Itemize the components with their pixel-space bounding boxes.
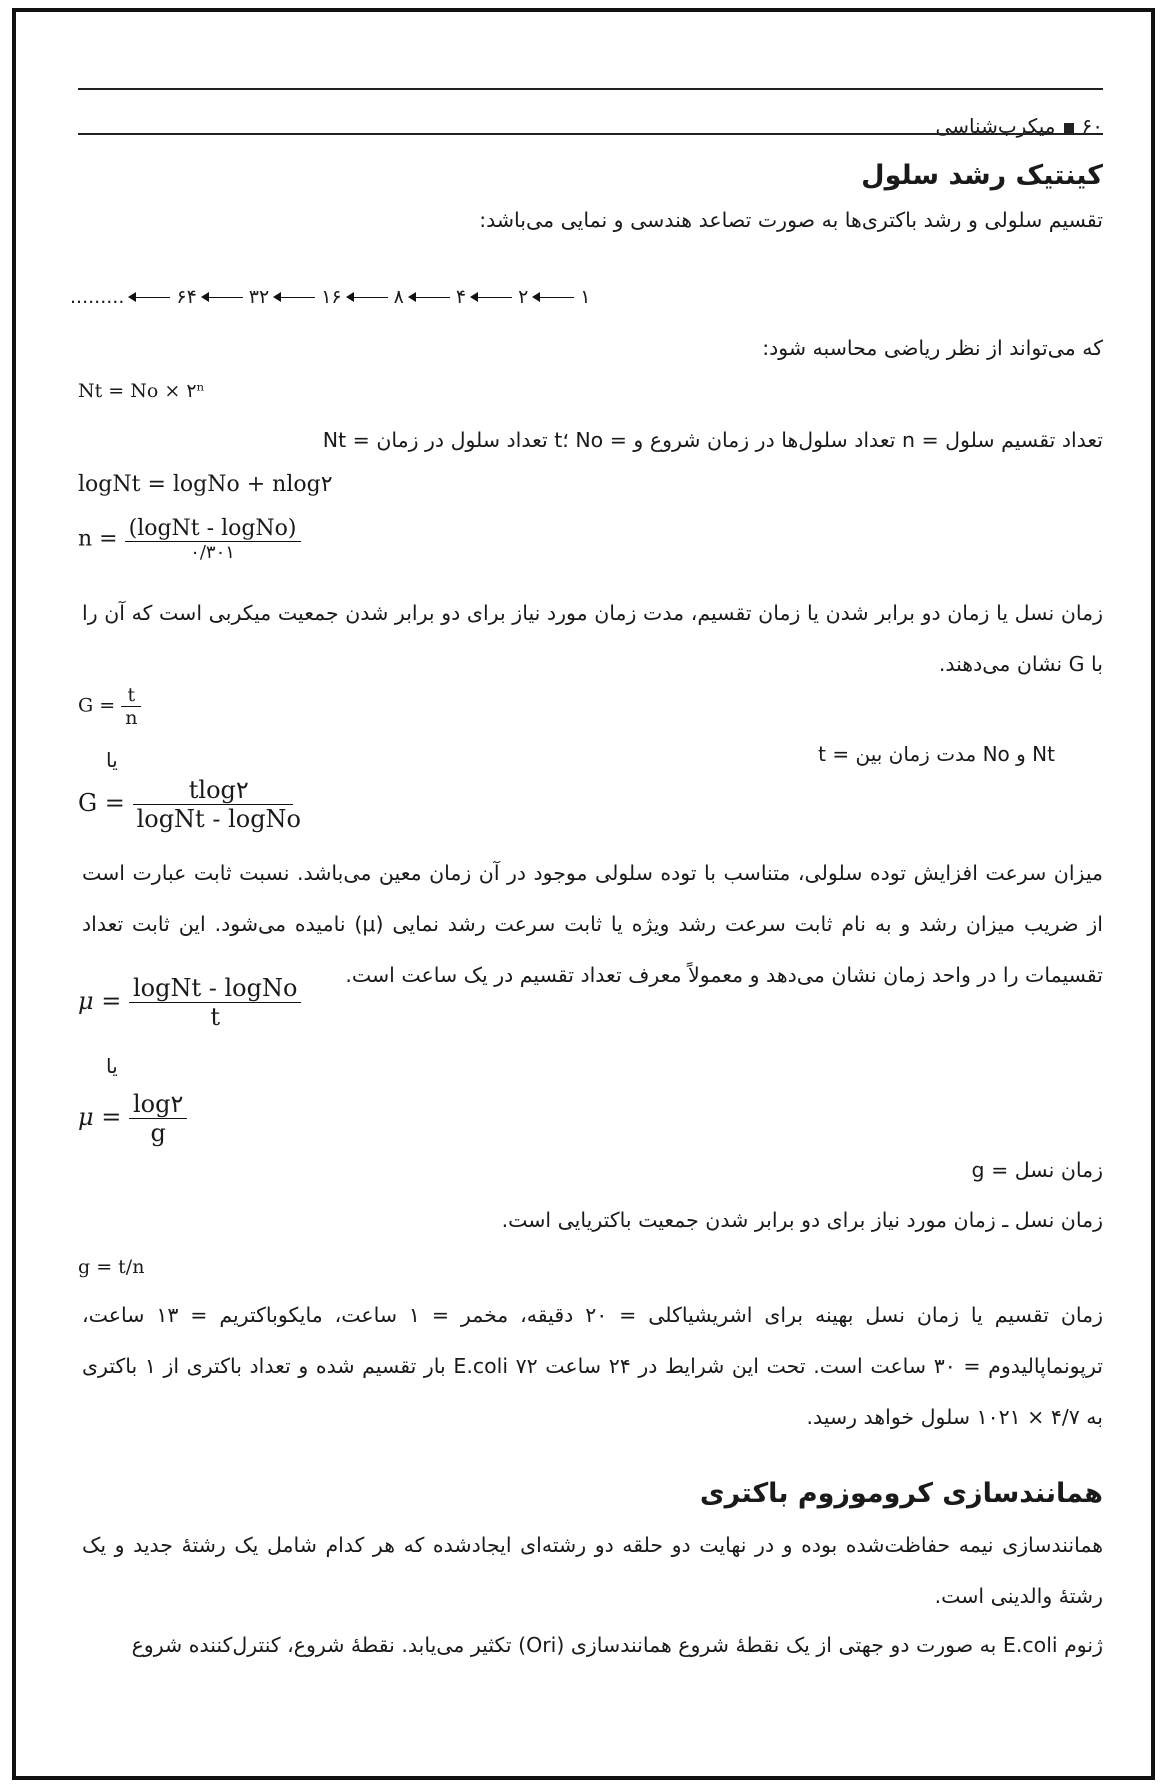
header-bottom-rule — [78, 133, 1103, 135]
seq-term: ۶۴ — [176, 286, 197, 308]
fraction-numerator: tlog۲ — [188, 776, 249, 804]
or-label: یا — [106, 1054, 118, 1078]
replication-paragraph: همانندسازی نیمه حفاظت‌شده بوده و در نهایت دو حلقه دو رشته‌ای ایجادشده که هر کدام شامل یک رشتهٔ جدید و یک رشتهٔ والدینی است. — [82, 1533, 1103, 1608]
fraction-numerator: t — [127, 684, 136, 706]
or-label: یا — [106, 748, 118, 772]
formula-g — [78, 684, 141, 729]
seq-tail: ......... — [70, 286, 125, 308]
examples-paragraph: زمان تقسیم یا زمان نسل بهینه برای اشریشیاکلی = ۲۰ دقیقه، مخمر = ۱ ساعت، مایکوباکتریم = ۱۳ ساعت، ترپونماپالیدوم = ۳۰ ساعت است. تحت این شرایط در ۲۴ ساعت E.coli ۷۲ بار تقسیم شده و تعداد باکتری از ۱ باکتری به ۴/۷ × ۱۰۲۱ سلول خواهد رسید. — [82, 1303, 1104, 1429]
section-heading-kinetics: کینتیک رشد سلول — [861, 160, 1103, 191]
formula-log: logNt = logNo + nlog۲ — [78, 472, 333, 497]
running-title: میکرب‌شناسی — [935, 114, 1056, 138]
seq-term: ۲ — [518, 286, 529, 308]
seq-term: ۱ — [580, 286, 591, 308]
formula-g-simple: g = t/n — [78, 1256, 145, 1278]
formula-nt: Nt = No × ۲ⁿ — [78, 380, 205, 402]
arrow-icon — [472, 297, 512, 298]
formula-mu-log-lhs: μ = — [78, 1103, 122, 1131]
arrow-icon — [130, 297, 170, 298]
formula-mu-log-fraction — [129, 1090, 187, 1147]
formula-g-lhs: G = — [78, 694, 116, 717]
g-definition: g = زمان نسل — [971, 1158, 1103, 1182]
fraction-numerator: logNt - logNo — [132, 974, 298, 1002]
formula-n — [78, 516, 301, 563]
header-top-rule — [78, 88, 1103, 90]
fraction-denominator: ۰/۳۰۱ — [190, 542, 235, 563]
t-definition: t = مدت زمان بین No و Nt — [818, 742, 1055, 766]
formula-mu-lhs: μ = — [78, 987, 122, 1015]
math-intro: که می‌تواند از نظر ریاضی محاسبه شود: — [762, 336, 1103, 360]
arrow-icon — [534, 297, 574, 298]
intro-text: تقسیم سلولی و رشد باکتری‌ها به صورت تصاعد هندسی و نمایی می‌باشد: — [479, 208, 1103, 232]
formula-g-log-lhs: G = — [78, 789, 125, 817]
seq-term: ۸ — [393, 286, 404, 308]
formula-n-lhs: n = — [78, 526, 118, 552]
formula-mu-log — [78, 1090, 187, 1147]
growth-rate-paragraph: میزان سرعت افزایش توده سلولی، متناسب با توده سلولی موجود در آن زمان معین می‌باشد. نسبت ثابت عبارت است از ضریب میزان رشد و به نام ثابت سرعت رشد ویژه یا ثابت سرعت رشد نمایی (μ) نامیده می‌شود. این ثابت تعداد تقسیمات را در واحد زمان نشان می‌دهد و معمولاً معرف تعداد تقسیم در یک ساعت است. — [82, 861, 1103, 987]
formula-g-fraction — [121, 684, 141, 729]
fraction-numerator: (logNt - logNo) — [128, 516, 297, 541]
generation-time-paragraph: زمان نسل یا زمان دو برابر شدن یا زمان تقسیم، مدت زمان مورد نیاز برای دو برابر شدن جمعیت میکربی است که آن را با G نشان می‌دهند. — [82, 601, 1103, 676]
fraction-numerator: log۲ — [132, 1090, 184, 1118]
seq-term: ۱۶ — [321, 286, 342, 308]
fraction-denominator: t — [210, 1003, 221, 1031]
doubling-sequence — [70, 286, 591, 308]
arrow-icon — [203, 297, 243, 298]
page-number: ۶۰ — [1081, 114, 1103, 138]
formula-g-log — [78, 776, 305, 833]
seq-term: ۴ — [455, 286, 467, 308]
formula-mu — [78, 974, 301, 1031]
formula-mu-fraction — [129, 974, 301, 1031]
arrow-icon — [275, 297, 315, 298]
fraction-denominator: n — [125, 707, 138, 729]
seq-term: ۳۲ — [248, 286, 270, 308]
genome-paragraph: ژنوم E.coli به صورت دو جهتی از یک نقطهٔ شروع همانندسازی (Ori) تکثیر می‌یابد. نقطهٔ شروع، کنترل‌کننده شروع — [131, 1633, 1103, 1657]
fraction-denominator: g — [150, 1119, 166, 1147]
fraction-denominator: logNt - logNo — [136, 805, 301, 833]
header-square-icon — [1064, 123, 1074, 133]
section-heading-replication: همانندسازی کروموزوم باکتری — [699, 1478, 1103, 1509]
formula-g-log-fraction — [133, 776, 305, 833]
formula-n-fraction — [125, 516, 301, 563]
arrow-icon — [410, 297, 450, 298]
arrow-icon — [348, 297, 388, 298]
g-description: زمان نسل ـ زمان مورد نیاز برای دو برابر شدن جمعیت باکتریایی است. — [501, 1208, 1103, 1232]
variable-definitions: Nt = تعداد سلول در زمان t؛ No = تعداد سلول‌ها در زمان شروع و n = تعداد تقسیم سلول — [322, 428, 1103, 452]
